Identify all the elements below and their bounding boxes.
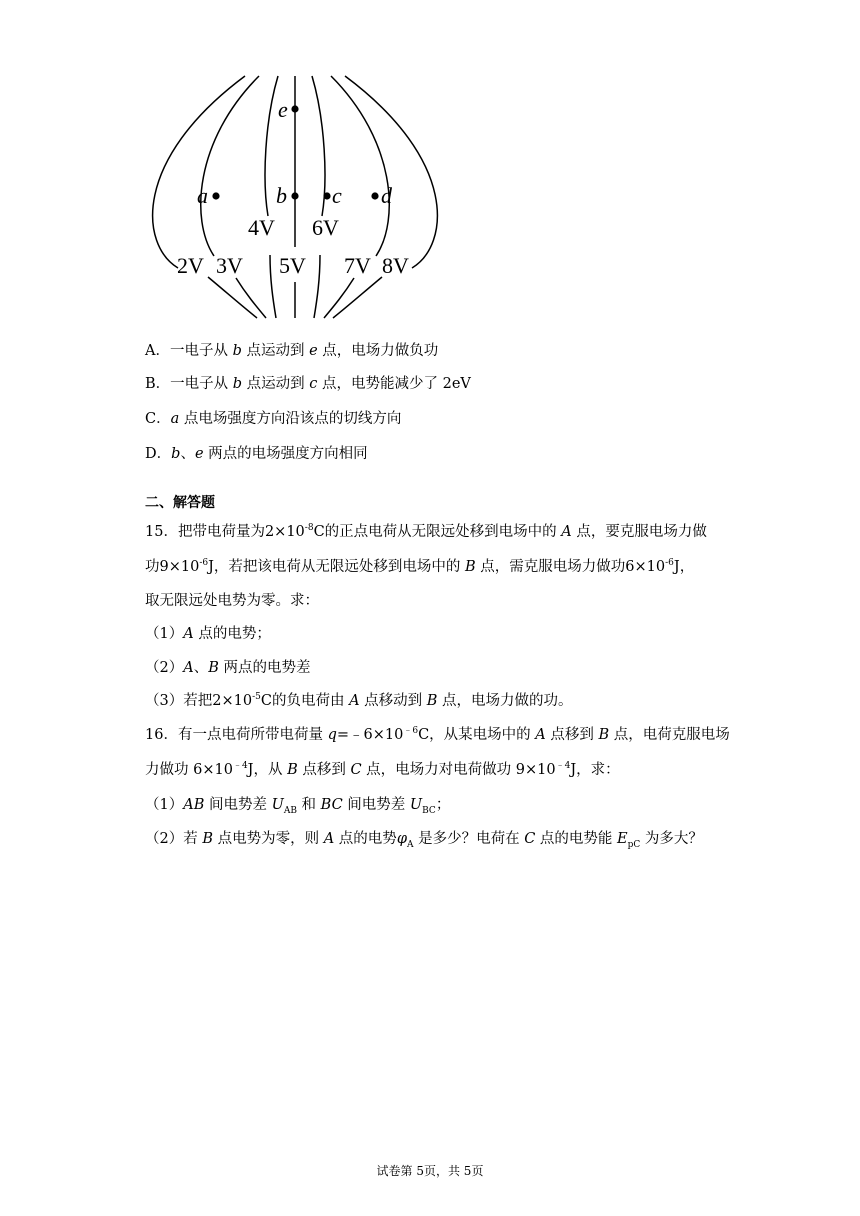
page-footer: 试卷第 5页，共 5页 bbox=[376, 1164, 484, 1178]
potential-label-8v: 8V bbox=[382, 253, 409, 278]
point-e-dot bbox=[291, 105, 298, 112]
potential-label-4v: 4V bbox=[248, 215, 275, 240]
q15-sub-2: （2）A、B 两点的电势差 bbox=[145, 660, 311, 676]
q16-line-2: 力做功 $6\times 10^{﹣4}J$，从 B 点移到 C 点，电场力对电荷做功 $9\times 10^{﹣4}J$，求： bbox=[145, 761, 620, 778]
point-b-dot bbox=[291, 192, 298, 199]
equipotential-line-4v-lower bbox=[270, 255, 276, 318]
equipotential-line-3v-lower bbox=[236, 278, 266, 318]
section-heading: 二、解答题 bbox=[145, 495, 215, 511]
equipotential-line-7v-lower bbox=[324, 278, 354, 318]
q16-sub-1: （1）AB 间电势差 $U_{AB}$ 和 BC 间电势差 $U_{BC}$； bbox=[145, 797, 451, 816]
point-d-dot bbox=[371, 192, 378, 199]
point-c-label: c bbox=[332, 183, 342, 208]
q15-sub-3: （3）若把$2\times 10^{-5}C$的负电荷由 A 点移动到 B 点，电场力做的功。 bbox=[145, 692, 573, 709]
equipotential-line-2v bbox=[153, 76, 245, 268]
equipotential-line-8v bbox=[345, 76, 437, 268]
point-c-dot bbox=[323, 192, 330, 199]
point-a-label: a bbox=[197, 183, 208, 208]
potential-label-3v: 3V bbox=[216, 253, 243, 278]
option-a: A．一电子从 b 点运动到 e 点，电场力做负功 bbox=[145, 343, 439, 359]
point-e-label: e bbox=[278, 97, 288, 122]
q15-line-3: 取无限远处电势为零。求： bbox=[145, 593, 319, 609]
equipotential-line-7v bbox=[331, 76, 389, 256]
potential-label-6v: 6V bbox=[312, 215, 339, 240]
option-b: B．一电子从 b 点运动到 c 点，电势能减少了 2eV bbox=[145, 376, 471, 392]
q15-line-2: 功$9\times 10^{-6}J$，若把该电荷从无限远处移到电场中的 B 点，需克服电场力做功$6\times 10^{-6}J$， bbox=[145, 558, 695, 575]
equipotential-diagram bbox=[150, 70, 440, 322]
q16-line-1: 16．有一点电荷所带电荷量 $q=﹣6\times 10^{﹣6}C$，从某电场中的 A 点移到 B 点，电荷克服电场 bbox=[145, 726, 730, 743]
point-a-dot bbox=[212, 192, 219, 199]
potential-label-5v: 5V bbox=[279, 253, 306, 278]
equipotential-figure bbox=[150, 70, 440, 322]
option-c: C．a 点电场强度方向沿该点的切线方向 bbox=[145, 411, 402, 427]
point-b-label: b bbox=[276, 183, 287, 208]
point-d-label: d bbox=[381, 183, 392, 208]
equipotential-line-6v-lower bbox=[314, 255, 320, 318]
potential-label-2v: 2V bbox=[177, 253, 204, 278]
q15-sub-1: （1）A 点的电势； bbox=[145, 626, 271, 642]
q16-sub-2: （2）若 B 点电势为零，则 A 点的电势$\varphi_A$ 是多少？电荷在 C 点的电势能 $E_{pC}$ 为多大？ bbox=[145, 831, 703, 850]
equipotential-line-6v bbox=[312, 76, 325, 216]
q15-line-1: 15．把带电荷量为$2\times 10^{-8}C$的正点电荷从无限远处移到电场中的 A 点，要克服电场力做 bbox=[145, 523, 707, 540]
potential-label-7v: 7V bbox=[344, 253, 371, 278]
option-d: D．b、e 两点的电场强度方向相同 bbox=[145, 446, 368, 462]
